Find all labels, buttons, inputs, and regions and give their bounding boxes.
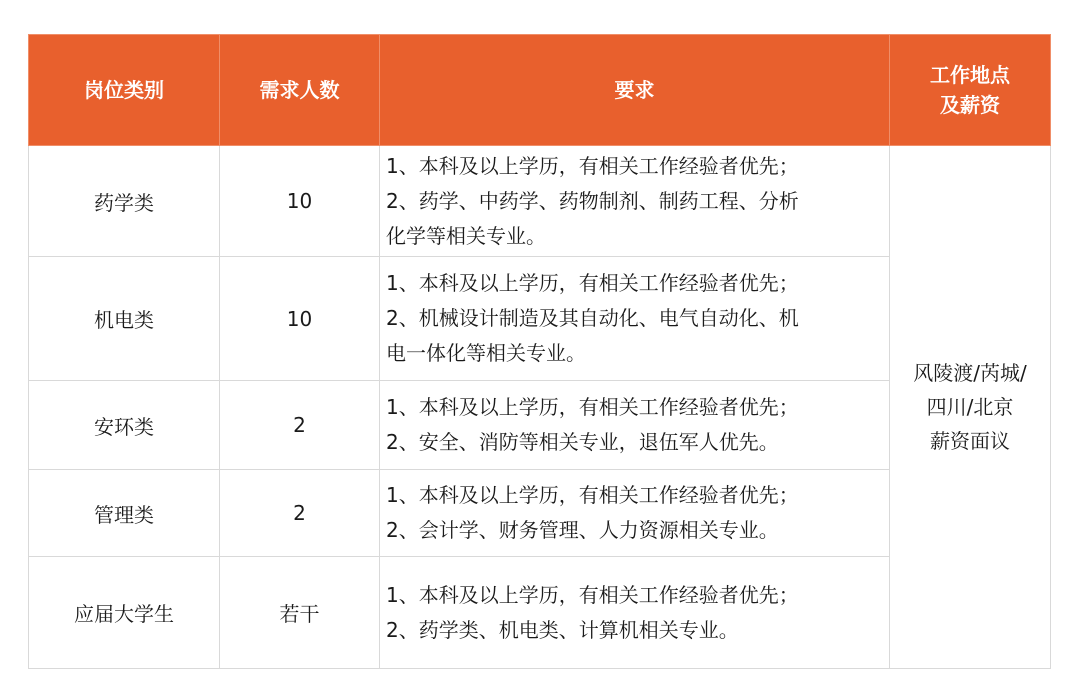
header-location-line1: 工作地点 [930,63,1010,87]
table-header-row [29,35,1051,146]
row-requirements [380,470,890,557]
header-location-line2: 及薪资 [940,93,1000,117]
requirement-line: 1、本科及以上学历，有相关工作经验者优先； [386,395,799,419]
row-count: 10 [220,257,380,381]
row-category: 管理类 [29,470,220,557]
requirement-line: 2、机械设计制造及其自动化、电气自动化、机 [386,306,799,330]
location-line: 四川/北京 [926,395,1014,419]
requirement-line: 2、安全、消防等相关专业，退伍军人优先。 [386,430,779,454]
requirement-line: 2、药学类、机电类、计算机相关专业。 [386,617,739,642]
requirement-line: 电一体化等相关专业。 [386,341,586,365]
requirement-line: 2、会计学、财务管理、人力资源相关专业。 [386,518,779,542]
row-requirements [380,557,890,669]
requirement-line: 1、本科及以上学历，有相关工作经验者优先； [386,483,799,507]
row-requirements [380,381,890,470]
row-category: 安环类 [29,381,220,470]
header-count: 需求人数 [220,35,380,146]
requirement-line: 1、本科及以上学历，有相关工作经验者优先； [386,153,799,178]
location-line: 风陵渡/芮城/ [913,361,1027,385]
salary-line: 薪资面议 [930,429,1010,453]
requirement-line: 1、本科及以上学历，有相关工作经验者优先； [386,271,799,295]
row-requirements [380,257,890,381]
table-row [29,146,1051,257]
row-category: 药学类 [29,146,220,257]
location-salary-cell [890,146,1051,669]
row-count: 10 [220,146,380,257]
requirement-line: 2、药学、中药学、药物制剂、制药工程、分析 [386,188,799,213]
row-requirements [380,146,890,257]
row-category: 机电类 [29,257,220,381]
header-requirements: 要求 [380,35,890,146]
row-count: 2 [220,381,380,470]
requirement-line: 1、本科及以上学历，有相关工作经验者优先； [386,582,799,607]
row-count: 若干 [220,557,380,669]
row-category: 应届大学生 [29,557,220,669]
requirement-line: 化学等相关专业。 [386,223,546,248]
header-location-salary [890,35,1051,146]
job-requirements-table [28,34,1051,669]
row-count: 2 [220,470,380,557]
header-category: 岗位类别 [29,35,220,146]
